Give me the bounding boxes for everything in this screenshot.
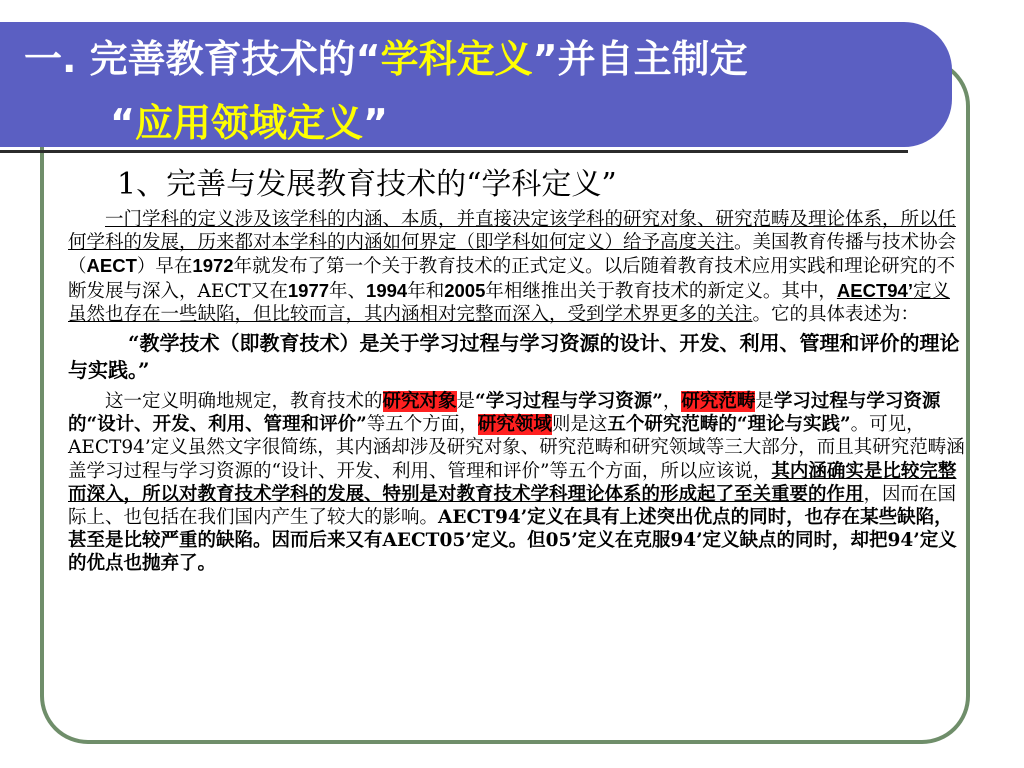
title-underline [0, 150, 908, 153]
paragraph-definition-analysis: 这一定义明确地规定，教育技术的研究对象是“学习过程与学习资源”，研究范畴是学习过程与学习资源的“设计、开发、利用、管理和评价”等五个方面，研究领域则是这五个研究范畴的“理论与实践”。可见，AECT94’定义虽然文字很简练，其内涵却涉及研究对象、研究范畴和研究领域等三大部分，而且其研究范畴涵盖学习过程与学习资源的“设计、开发、利用、管理和评价”等五个方面，所以应该说，其内涵确实是比较完整而深入，所以对教育技术学科的发展、特别是对教育技术学科理论体系的形成起了至关重要的作用，因而在国际上、也包括在我们国内产生了较大的影响。AECT94’定义在具有上述突出优点的同时，也存在某些缺陷，甚至是比较严重的缺陷。因而后来又有AECT05’定义。但05’定义在克服94’定义缺点的同时，却把94’定义的优点也抛弃了。 [68, 391, 965, 575]
highlight-research-field: 研究领域 [477, 414, 552, 436]
highlight-research-scope: 研究范畴 [681, 391, 756, 413]
aect94-definition-quote: “教学技术（即教育技术）是关于学习过程与学习资源的设计、开发、利用、管理和评价的理论与实践。” [68, 331, 960, 383]
section-subheading: 1、完善与发展教育技术的“学科定义” [117, 167, 617, 202]
slide-title-line1: 一. 完善教育技术的“学科定义”并自主制定 [24, 37, 748, 81]
title-banner [0, 22, 952, 147]
title-highlight-application-definition: 应用领域定义 [134, 101, 363, 145]
paragraph-definition-intro: 一门学科的定义涉及该学科的内涵、本质，并直接决定该学科的研究对象、研究范畴及理论体系，所以任何学科的发展，历来都对本学科的内涵如何界定（即学科如何定义）给予高度关注。美国教育传播与技术协会（AECT）早在1972年就发布了第一个关于教育技术的正式定义。以后随着教育技术应用实践和理论研究的不断发展与深入，AECT又在1977年、1994年和2005年相继推出关于教育技术的新定义。其中，AECT94’定义虽然也存在一些缺陷，但比较而言，其内涵相对完整而深入，受到学术界更多的关注。它的具体表述为： [68, 209, 957, 325]
highlight-research-object: 研究对象 [382, 391, 457, 413]
title-highlight-discipline-definition: 学科定义 [380, 37, 533, 81]
slide-body [68, 208, 968, 576]
slide-title-line2: “应用领域定义” [110, 101, 388, 145]
